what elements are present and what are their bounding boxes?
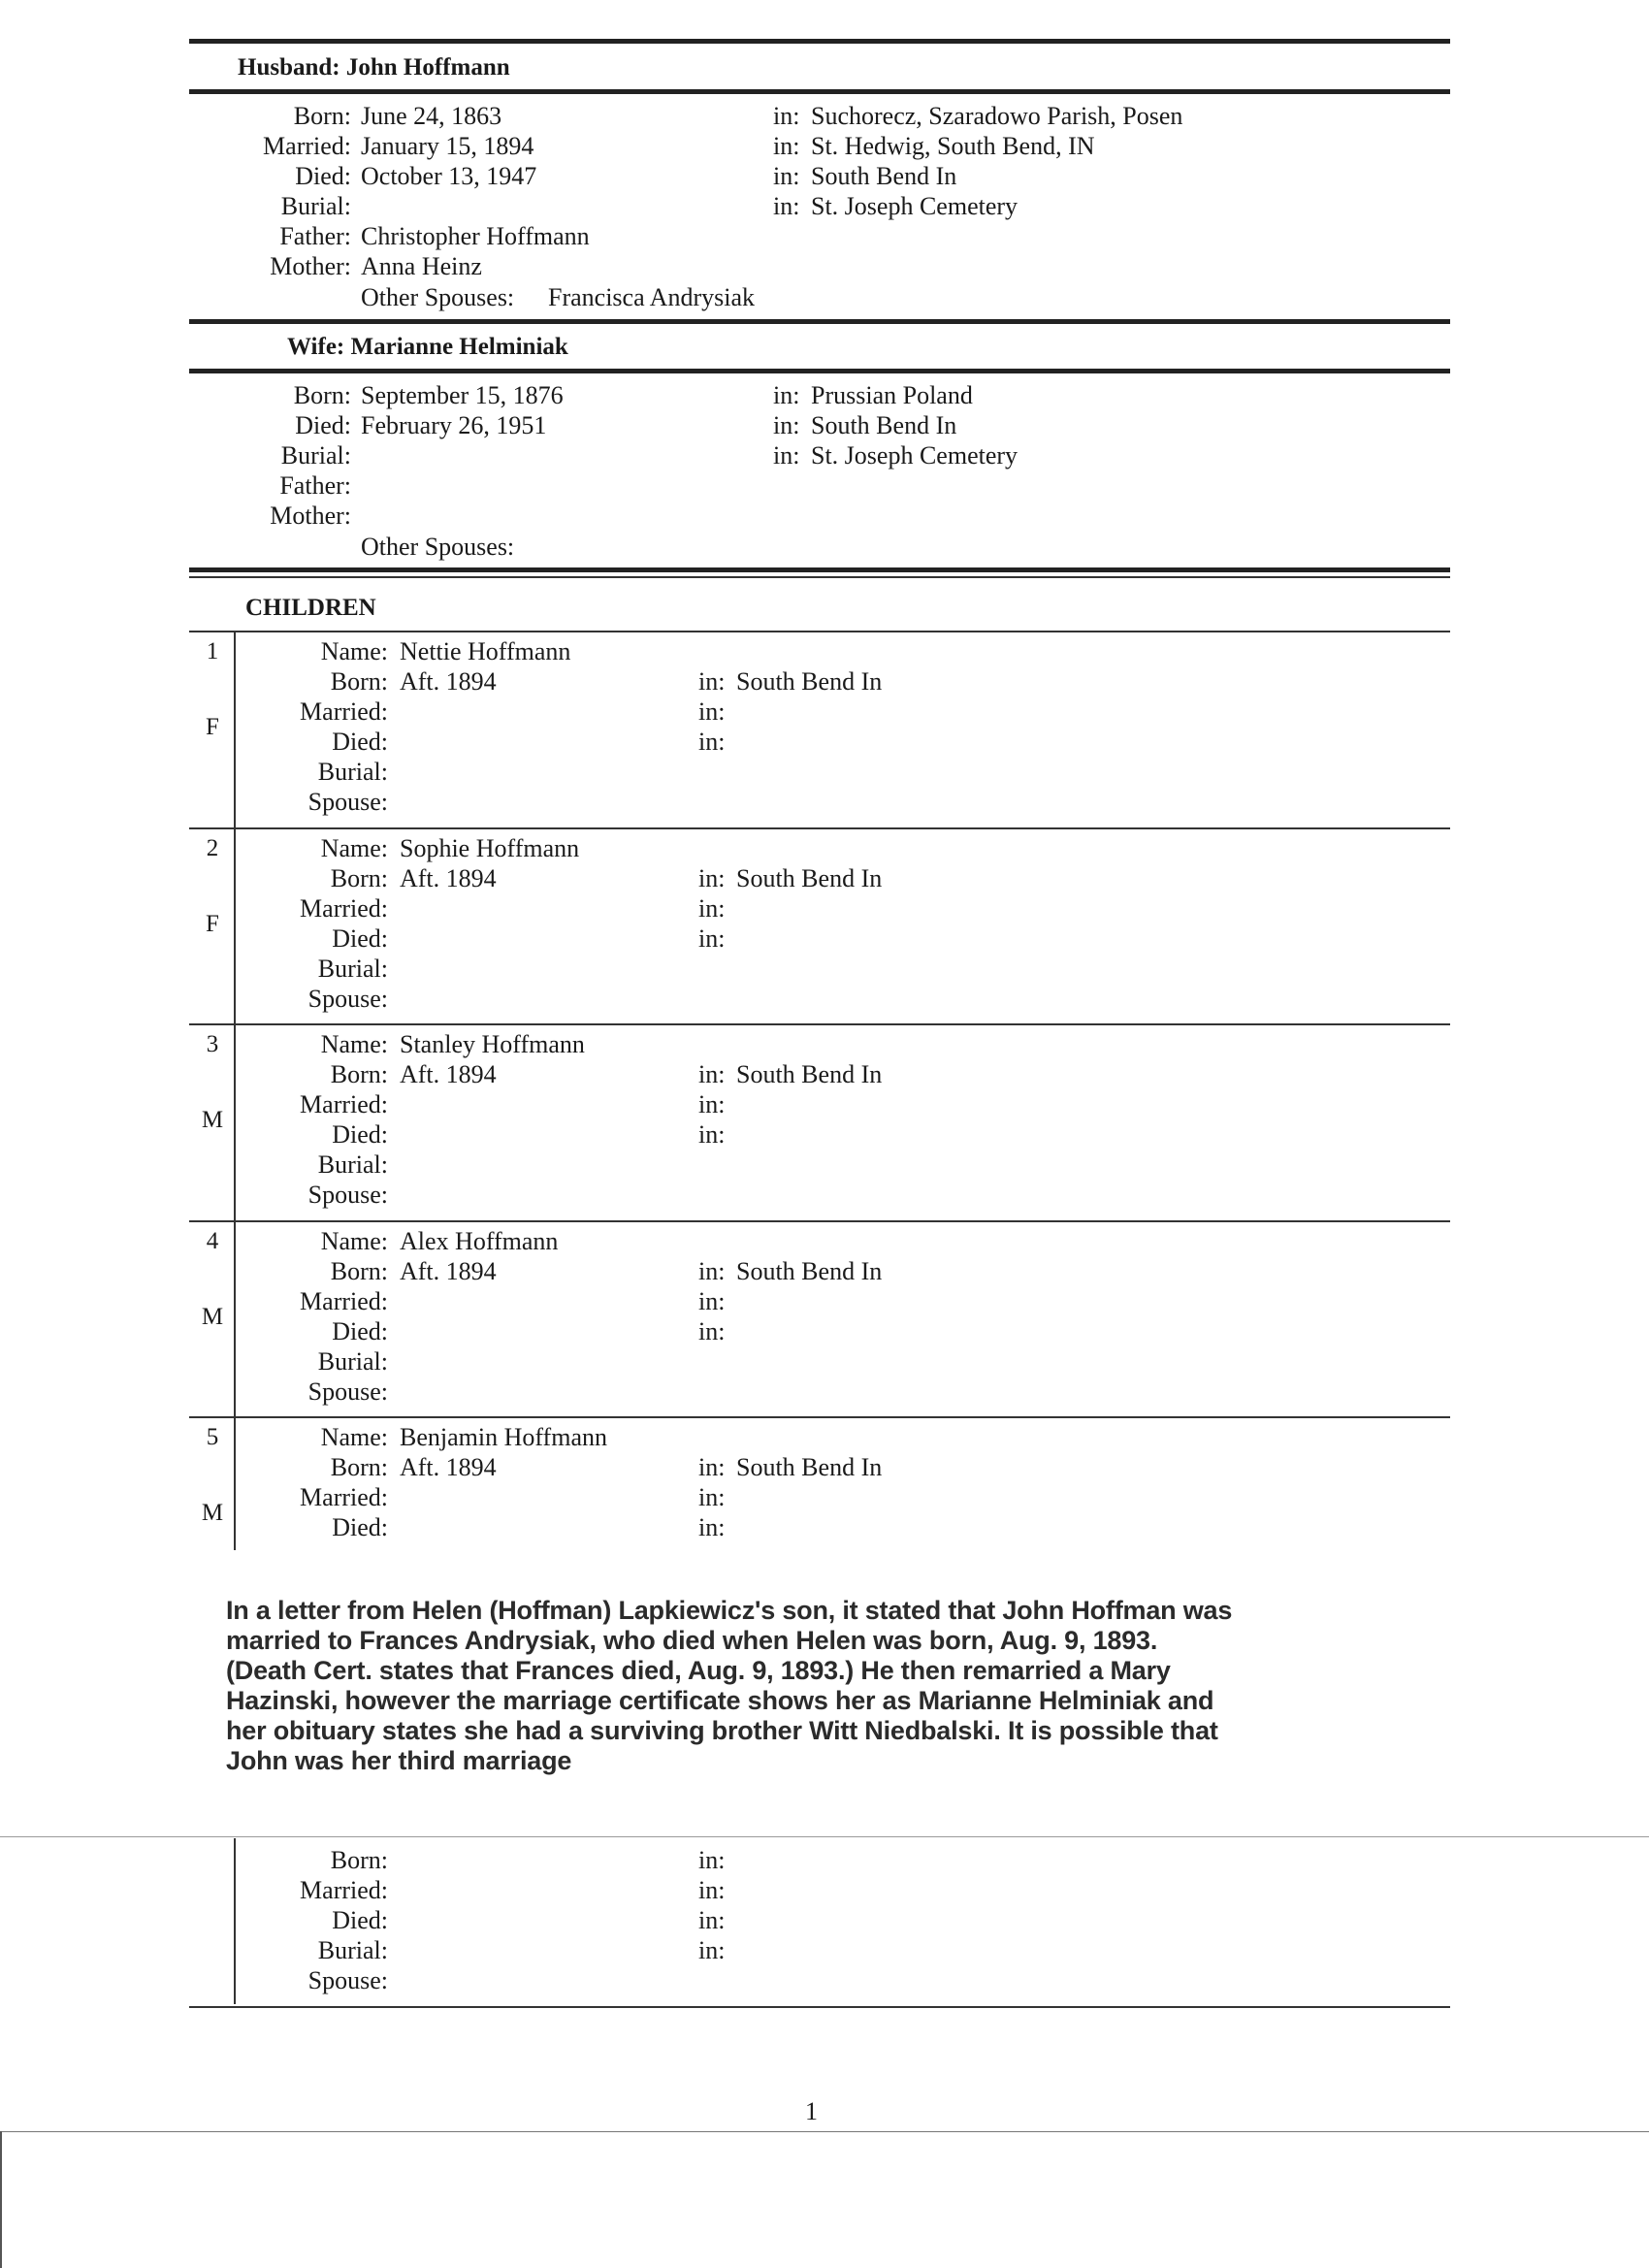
wife-burial-label: Burial:: [280, 441, 351, 470]
husband-married-value: January 15, 1894: [361, 132, 534, 160]
child-name: Sophie Hoffmann: [400, 834, 580, 862]
child-burial-label: Burial:: [317, 1150, 388, 1179]
child-name-label: Name:: [320, 1227, 388, 1255]
child-born-place: South Bend In: [736, 1257, 883, 1285]
note-line: John was her third marriage: [226, 1746, 572, 1775]
child-married-in: in:: [698, 1876, 726, 1904]
child-number: 5: [206, 1424, 219, 1450]
child-born-label: Born:: [330, 1257, 388, 1285]
child-burial-in: in:: [698, 1936, 726, 1964]
child-name-label: Name:: [320, 834, 388, 862]
child-died-in: in:: [698, 1906, 726, 1934]
husband-header-rule: [189, 89, 1450, 94]
child-separator: [189, 827, 1450, 829]
child-burial-label: Burial:: [317, 1347, 388, 1376]
wife-burial-place: St. Joseph Cemetery: [811, 441, 1018, 470]
child-born-label: Born:: [330, 1453, 388, 1481]
child-died-label: Died:: [332, 1906, 388, 1934]
note-line: (Death Cert. states that Frances died, Aug. 9, 1893.) He then remarried a Mary: [226, 1656, 1171, 1685]
husband-top-rule: [189, 39, 1450, 44]
husband-burial-label: Burial:: [280, 192, 351, 220]
husband-father-value: Christopher Hoffmann: [361, 222, 590, 250]
husband-heading-label: Husband:: [238, 54, 340, 81]
child-died-in: in:: [698, 1317, 726, 1345]
husband-burial-place: St. Joseph Cemetery: [811, 192, 1018, 220]
husband-married-label: Married:: [263, 132, 351, 160]
child-spouse-label: Spouse:: [307, 788, 388, 816]
child-sex: M: [201, 1107, 224, 1133]
child-sex: F: [206, 714, 219, 740]
husband-died-place: South Bend In: [811, 162, 957, 190]
child-spouse-label: Spouse:: [307, 1966, 388, 1994]
wife-top-rule: [189, 319, 1450, 324]
wife-died-place: South Bend In: [811, 411, 957, 439]
note-line: married to Frances Andrysiak, who died when Helen was born, Aug. 9, 1893.: [226, 1626, 1158, 1655]
wife-died-value: February 26, 1951: [361, 411, 547, 439]
child-died-label: Died:: [332, 1317, 388, 1345]
child-separator: [189, 1220, 1450, 1222]
child-born-label: Born:: [330, 667, 388, 696]
scan-edge-left: [0, 2131, 2, 2268]
child-spouse-label: Spouse:: [307, 985, 388, 1013]
child-married-label: Married:: [300, 1876, 388, 1904]
child-sex: M: [201, 1304, 224, 1330]
child-died-label: Died:: [332, 1120, 388, 1149]
child-born-value: Aft. 1894: [400, 667, 497, 696]
child-name-label: Name:: [320, 1030, 388, 1058]
note-line: her obituary states she had a surviving brother Witt Niedbalski. It is possible that: [226, 1716, 1218, 1745]
child-born-in: in:: [698, 1257, 726, 1285]
child-name: Alex Hoffmann: [400, 1227, 559, 1255]
wife-heading: [287, 332, 568, 362]
child-died-in: in:: [698, 728, 726, 756]
child-born-in: in:: [698, 864, 726, 892]
wife-died-in: in:: [773, 411, 800, 439]
child-died-in: in:: [698, 1513, 726, 1541]
child-number: 3: [206, 1031, 219, 1057]
scan-edge-bottom: [0, 2131, 1649, 2132]
wife-other-spouses-label: Other Spouses:: [361, 533, 515, 561]
child-name-label: Name:: [320, 1423, 388, 1451]
child-born-value: Aft. 1894: [400, 1257, 497, 1285]
child-died-in: in:: [698, 1120, 726, 1149]
child-name-label: Name:: [320, 637, 388, 665]
child-burial-label: Burial:: [317, 758, 388, 786]
child-died-in: in:: [698, 924, 726, 953]
child-born-label: Born:: [330, 1846, 388, 1874]
child-born-place: South Bend In: [736, 1060, 883, 1088]
husband-father-label: Father:: [279, 222, 351, 250]
child-sex: F: [206, 911, 219, 937]
wife-header-rule: [189, 369, 1450, 373]
child-born-place: South Bend In: [736, 667, 883, 696]
child-burial-label: Burial:: [317, 1936, 388, 1964]
child-separator: [189, 1416, 1450, 1418]
husband-died-label: Died:: [295, 162, 351, 190]
child-born-in: in:: [698, 1453, 726, 1481]
husband-other-spouses-value: Francisca Andrysiak: [548, 283, 756, 311]
child-born-label: Born:: [330, 864, 388, 892]
children-bottom-rule: [189, 2006, 1450, 2008]
child-number: 1: [206, 638, 219, 664]
husband-died-value: October 13, 1947: [361, 162, 537, 190]
wife-heading-label: Wife:: [287, 334, 345, 360]
wife-died-label: Died:: [295, 411, 351, 439]
child-married-label: Married:: [300, 697, 388, 726]
child-spouse-label: Spouse:: [307, 1377, 388, 1406]
child-born-in: in:: [698, 667, 726, 696]
child-married-in: in:: [698, 894, 726, 923]
husband-heading: [238, 52, 510, 82]
wife-born-label: Born:: [293, 381, 351, 409]
husband-born-label: Born:: [293, 102, 351, 130]
husband-burial-in: in:: [773, 192, 800, 220]
child-married-in: in:: [698, 1090, 726, 1118]
children-heading: CHILDREN: [245, 595, 376, 621]
wife-mother-label: Mother:: [270, 502, 351, 530]
note-line: In a letter from Helen (Hoffman) Lapkiewicz's son, it stated that John Hoffman was: [226, 1596, 1233, 1625]
child-number: 2: [206, 835, 219, 861]
child-born-place: South Bend In: [736, 1453, 883, 1481]
husband-other-spouses-label: Other Spouses:: [361, 283, 515, 311]
husband-born-in: in:: [773, 102, 800, 130]
child-married-label: Married:: [300, 1483, 388, 1511]
husband-mother-label: Mother:: [270, 252, 351, 280]
child-name: Nettie Hoffmann: [400, 637, 571, 665]
child-born-place: South Bend In: [736, 864, 883, 892]
child-married-in: in:: [698, 1287, 726, 1315]
child-born-in: in:: [698, 1846, 726, 1874]
husband-died-in: in:: [773, 162, 800, 190]
note-line: Hazinski, however the marriage certificate shows her as Marianne Helminiak and: [226, 1686, 1214, 1715]
husband-name: John Hoffmann: [345, 54, 510, 81]
wife-burial-in: in:: [773, 441, 800, 470]
research-note: [226, 1596, 1419, 1776]
husband-mother-value: Anna Heinz: [361, 252, 482, 280]
child-name: Benjamin Hoffmann: [400, 1423, 607, 1451]
child-born-value: Aft. 1894: [400, 864, 497, 892]
wife-name: Marianne Helminiak: [350, 334, 568, 360]
child-married-label: Married:: [300, 1090, 388, 1118]
page-number: 1: [805, 2097, 818, 2125]
wife-born-in: in:: [773, 381, 800, 409]
child-name: Stanley Hoffmann: [400, 1030, 585, 1058]
child-number: 4: [206, 1228, 219, 1254]
child-married-label: Married:: [300, 894, 388, 923]
child-spouse-label: Spouse:: [307, 1181, 388, 1209]
children-top-rule: [189, 567, 1450, 572]
children-header-rule: [189, 631, 1450, 632]
paste-edge: [0, 1836, 1649, 1837]
husband-married-place: St. Hedwig, South Bend, IN: [811, 132, 1095, 160]
wife-born-value: September 15, 1876: [361, 381, 564, 409]
child-burial-label: Burial:: [317, 955, 388, 983]
child-died-label: Died:: [332, 924, 388, 953]
husband-married-in: in:: [773, 132, 800, 160]
wife-father-label: Father:: [279, 471, 351, 500]
child-married-in: in:: [698, 1483, 726, 1511]
husband-born-value: June 24, 1863: [361, 102, 502, 130]
children-top-rule-2: [189, 576, 1450, 578]
child-born-in: in:: [698, 1060, 726, 1088]
child-born-value: Aft. 1894: [400, 1453, 497, 1481]
child-married-label: Married:: [300, 1287, 388, 1315]
child-married-in: in:: [698, 697, 726, 726]
child-born-value: Aft. 1894: [400, 1060, 497, 1088]
husband-born-place: Suchorecz, Szaradowo Parish, Posen: [811, 102, 1183, 130]
child-born-label: Born:: [330, 1060, 388, 1088]
wife-born-place: Prussian Poland: [811, 381, 973, 409]
child-separator: [189, 1023, 1450, 1025]
child-sex: M: [201, 1500, 224, 1526]
child-died-label: Died:: [332, 728, 388, 756]
child-died-label: Died:: [332, 1513, 388, 1541]
